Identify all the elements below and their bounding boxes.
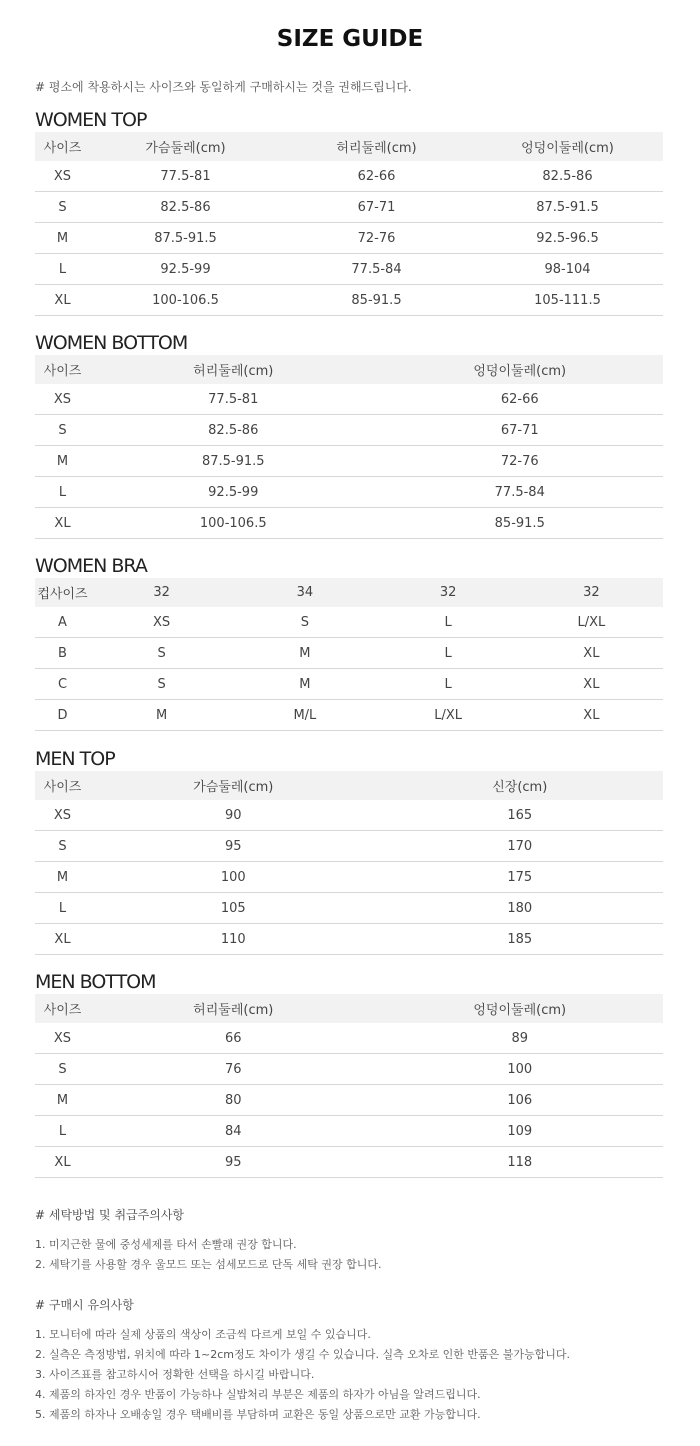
table-header-cell: 엉덩이둘레(cm) <box>472 132 663 161</box>
page-title: SIZE GUIDE <box>276 26 424 52</box>
table-header-cell: 엉덩이둘레(cm) <box>377 355 664 384</box>
section-title: MEN TOP <box>35 748 115 770</box>
table-cell: 76 <box>90 1054 377 1085</box>
table-cell: 175 <box>377 862 664 893</box>
size-table <box>35 578 663 731</box>
table-cell: 77.5-81 <box>90 384 377 415</box>
size-table <box>35 355 663 539</box>
table-row <box>35 223 663 254</box>
table-header-cell: 신장(cm) <box>377 771 664 800</box>
table-row <box>35 800 663 831</box>
table-cell: L <box>377 638 520 669</box>
table-cell: L/XL <box>377 700 520 731</box>
table-row <box>35 1023 663 1054</box>
table-header-cell: 32 <box>520 578 663 607</box>
table-header-cell: 엉덩이둘레(cm) <box>377 994 664 1023</box>
table-cell: 95 <box>90 831 377 862</box>
table-row <box>35 508 663 539</box>
notes-heading: # 구매시 유의사항 <box>35 1298 134 1312</box>
table-row <box>35 477 663 508</box>
table-cell: 109 <box>377 1116 664 1147</box>
table-row <box>35 862 663 893</box>
table-cell: XL <box>520 669 663 700</box>
table-cell: S <box>35 831 90 862</box>
table-cell: M <box>233 669 376 700</box>
table-cell: 77.5-84 <box>281 254 472 285</box>
table-cell: XL <box>35 1147 90 1178</box>
size-table <box>35 132 663 316</box>
table-header-cell: 32 <box>90 578 233 607</box>
section-title: WOMEN BOTTOM <box>35 332 188 354</box>
table-header-cell: 사이즈 <box>35 355 90 384</box>
table-cell: 72-76 <box>377 446 664 477</box>
table-cell: XS <box>35 384 90 415</box>
table-row <box>35 161 663 192</box>
table-cell: M <box>35 1085 90 1116</box>
list-item: 3. 사이즈표를 참고하시어 정확한 선택을 하시길 바랍니다. <box>35 1368 315 1381</box>
table-cell: 98-104 <box>472 254 663 285</box>
table-header-cell: 허리둘레(cm) <box>90 355 377 384</box>
table-cell: 170 <box>377 831 664 862</box>
table-row <box>35 1116 663 1147</box>
size-table <box>35 771 663 955</box>
size-table <box>35 994 663 1178</box>
table-cell: 92.5-99 <box>90 477 377 508</box>
size-section-men-bottom <box>35 970 663 1178</box>
table-cell: 185 <box>377 924 664 955</box>
section-title: WOMEN BRA <box>35 555 147 577</box>
table-cell: S <box>233 607 376 638</box>
section-title: MEN BOTTOM <box>35 971 156 993</box>
table-cell: 82.5-86 <box>472 161 663 192</box>
table-row <box>35 893 663 924</box>
table-header-cell: 허리둘레(cm) <box>281 132 472 161</box>
table-cell: 85-91.5 <box>281 285 472 316</box>
table-header-row <box>35 578 663 607</box>
table-row <box>35 1147 663 1178</box>
table-cell: 106 <box>377 1085 664 1116</box>
list-item: 4. 제품의 하자인 경우 반품이 가능하나 실밥처리 부분은 제품의 하자가 아님을 알려드립니다. <box>35 1388 481 1401</box>
table-cell: 87.5-91.5 <box>472 192 663 223</box>
table-cell: 92.5-96.5 <box>472 223 663 254</box>
table-cell: XL <box>35 285 90 316</box>
table-cell: M <box>233 638 376 669</box>
table-cell: 66 <box>90 1023 377 1054</box>
table-cell: M <box>35 223 90 254</box>
table-cell: 100-106.5 <box>90 285 281 316</box>
table-cell: XS <box>35 800 90 831</box>
table-cell: M <box>35 862 90 893</box>
table-cell: 62-66 <box>281 161 472 192</box>
notes-list <box>35 1235 675 1275</box>
table-cell: XL <box>520 638 663 669</box>
table-cell: L <box>35 893 90 924</box>
table-cell: 180 <box>377 893 664 924</box>
table-cell: 62-66 <box>377 384 664 415</box>
table-row <box>35 192 663 223</box>
table-header-row <box>35 355 663 384</box>
table-row <box>35 924 663 955</box>
table-row <box>35 607 663 638</box>
table-cell: L <box>377 669 520 700</box>
size-section-men-top <box>35 747 663 955</box>
table-cell: 72-76 <box>281 223 472 254</box>
table-cell: 165 <box>377 800 664 831</box>
table-header-cell: 가슴둘레(cm) <box>90 771 377 800</box>
notes-list <box>35 1325 675 1425</box>
table-cell: 90 <box>90 800 377 831</box>
table-header-cell: 허리둘레(cm) <box>90 994 377 1023</box>
table-cell: 87.5-91.5 <box>90 223 281 254</box>
table-cell: 100-106.5 <box>90 508 377 539</box>
table-cell: M/L <box>233 700 376 731</box>
table-cell: XL <box>35 924 90 955</box>
table-cell: 84 <box>90 1116 377 1147</box>
table-cell: L <box>35 1116 90 1147</box>
table-cell: XS <box>35 1023 90 1054</box>
list-item: 2. 세탁기를 사용할 경우 울모드 또는 섬세모드로 단독 세탁 권장 합니다. <box>35 1258 382 1271</box>
table-cell: S <box>35 415 90 446</box>
table-row <box>35 285 663 316</box>
table-cell: C <box>35 669 90 700</box>
table-row <box>35 1054 663 1085</box>
table-header-row <box>35 994 663 1023</box>
table-row <box>35 638 663 669</box>
table-cell: XL <box>520 700 663 731</box>
table-row <box>35 254 663 285</box>
table-cell: M <box>90 700 233 731</box>
table-cell: S <box>35 1054 90 1085</box>
table-cell: 95 <box>90 1147 377 1178</box>
list-item: 1. 모니터에 따라 실제 상품의 색상이 조금씩 다르게 보일 수 있습니다. <box>35 1328 371 1341</box>
table-cell: A <box>35 607 90 638</box>
table-cell: 105-111.5 <box>472 285 663 316</box>
table-row <box>35 700 663 731</box>
size-section-women-top <box>35 108 663 316</box>
size-section-women-bottom <box>35 331 663 539</box>
notes-heading: # 세탁방법 및 취급주의사항 <box>35 1208 185 1222</box>
table-row <box>35 1085 663 1116</box>
size-section-women-bra <box>35 554 663 731</box>
table-cell: 77.5-84 <box>377 477 664 508</box>
table-cell: 105 <box>90 893 377 924</box>
table-header-row <box>35 132 663 161</box>
table-cell: 67-71 <box>377 415 664 446</box>
section-title: WOMEN TOP <box>35 109 147 131</box>
care-notes <box>35 1206 675 1275</box>
table-cell: XS <box>35 161 90 192</box>
table-cell: L/XL <box>520 607 663 638</box>
table-header-cell: 32 <box>377 578 520 607</box>
table-cell: XS <box>90 607 233 638</box>
intro-text: # 평소에 착용하시는 사이즈와 동일하게 구매하시는 것을 권해드립니다. <box>35 80 412 94</box>
table-cell: S <box>90 669 233 700</box>
table-cell: 85-91.5 <box>377 508 664 539</box>
table-cell: S <box>90 638 233 669</box>
table-row <box>35 446 663 477</box>
table-header-cell: 사이즈 <box>35 994 90 1023</box>
table-cell: 77.5-81 <box>90 161 281 192</box>
table-cell: 80 <box>90 1085 377 1116</box>
table-row <box>35 415 663 446</box>
table-header-cell: 가슴둘레(cm) <box>90 132 281 161</box>
table-cell: 82.5-86 <box>90 415 377 446</box>
table-header-cell: 컵사이즈 <box>35 578 90 607</box>
table-cell: L <box>377 607 520 638</box>
table-row <box>35 831 663 862</box>
list-item: 1. 미지근한 물에 중성세제를 타서 손빨래 권장 합니다. <box>35 1238 297 1251</box>
table-header-cell: 사이즈 <box>35 132 90 161</box>
table-cell: L <box>35 477 90 508</box>
table-cell: 100 <box>90 862 377 893</box>
list-item: 5. 제품의 하자나 오배송일 경우 택배비를 부담하며 교환은 동일 상품으로만 교환 가능합니다. <box>35 1408 481 1421</box>
purchase-notes <box>35 1296 675 1425</box>
table-cell: 67-71 <box>281 192 472 223</box>
table-header-cell: 34 <box>233 578 376 607</box>
table-cell: S <box>35 192 90 223</box>
table-row <box>35 669 663 700</box>
list-item: 2. 실측은 측정방법, 위치에 따라 1~2cm정도 차이가 생길 수 있습니다. 실측 오차로 인한 반품은 불가능합니다. <box>35 1348 570 1361</box>
table-cell: L <box>35 254 90 285</box>
table-cell: D <box>35 700 90 731</box>
table-header-row <box>35 771 663 800</box>
table-cell: 82.5-86 <box>90 192 281 223</box>
table-cell: B <box>35 638 90 669</box>
table-cell: 110 <box>90 924 377 955</box>
table-cell: 92.5-99 <box>90 254 281 285</box>
table-cell: 89 <box>377 1023 664 1054</box>
table-cell: 118 <box>377 1147 664 1178</box>
table-cell: M <box>35 446 90 477</box>
table-cell: XL <box>35 508 90 539</box>
table-cell: 87.5-91.5 <box>90 446 377 477</box>
table-cell: 100 <box>377 1054 664 1085</box>
table-row <box>35 384 663 415</box>
table-header-cell: 사이즈 <box>35 771 90 800</box>
